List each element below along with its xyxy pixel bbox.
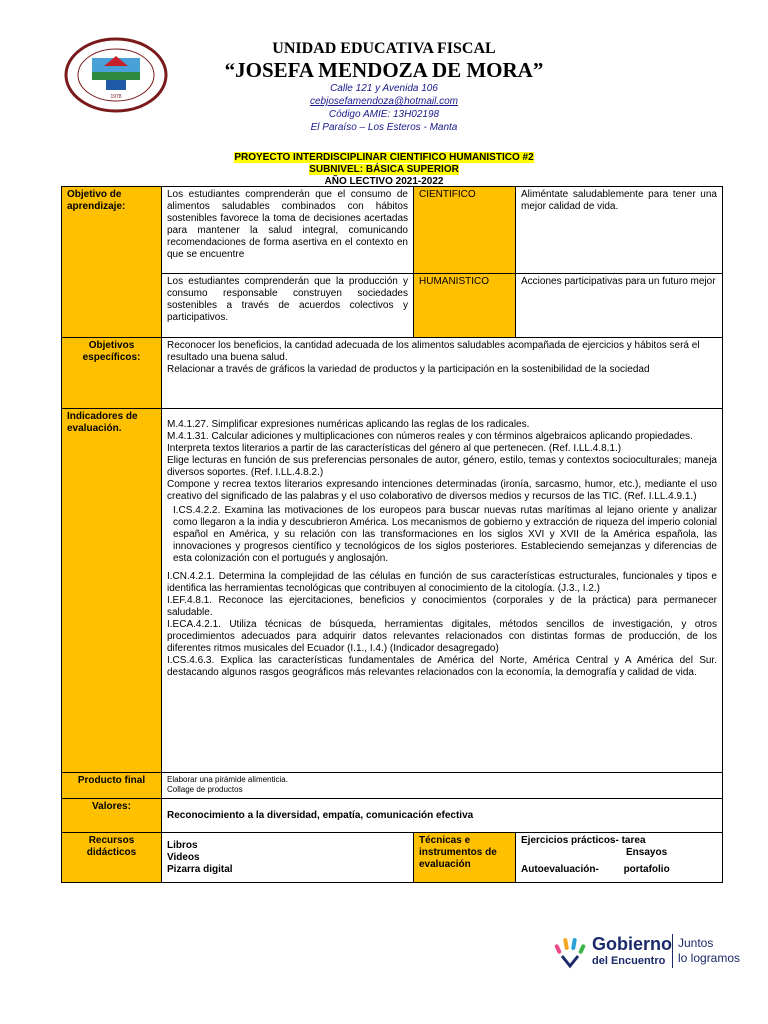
indicador-item: I.CS.4.2.2. Examina las motivaciones de los europeos para buscar nuevas rutas marítimas al lejano oriente y analizar como llegaron a la india y descubrieron América. Los mecanismos de gobierno y extracción de riqueza del imperio colonial español en América, y su relación con las transformaciones en los siglos XVI y XVII de la América española, las innovaciones y progresos científico y tecnológicos de los siglos posteriores. Estableciendo semejanzas y diferencias de esta colonización con el portugués y anglosajón. bbox=[173, 505, 717, 564]
slogan-line2: lo logramos bbox=[678, 951, 741, 965]
school-name-line2: “JOSEFA MENDOZA DE MORA” bbox=[224, 58, 544, 82]
indicador-item: Elige lecturas en función de sus preferencias personales de autor, género, estilo, temas y contextos socioculturales; maneja diversos soportes. (Ref. I.LL.4.8.2.) bbox=[167, 455, 717, 478]
school-name-line1: UNIDAD EDUCATIVA FISCAL bbox=[272, 40, 496, 57]
recursos-cell bbox=[162, 833, 414, 883]
especificos-item: Relacionar a través de gráficos la variedad de productos y la participación en la sostenibilidad de la sociedad bbox=[167, 364, 650, 375]
humanistico-tag: HUMANISTICO bbox=[414, 274, 516, 338]
indicador-item: M.4.1.31. Calcular adiciones y multiplicaciones con números reales y con términos algebraicos aplicando propiedades. bbox=[167, 431, 693, 442]
objetivo-humanistico-text: Los estudiantes comprenderán que la producción y consumo responsable construyen sociedades sostenibles a través de acuerdos colectivos y participativos. bbox=[162, 274, 414, 338]
indicador-item: I.EF.4.8.1. Reconoce las ejercitaciones, beneficios y conocimientos (corporales y de la práctica) para permanecer saludable. bbox=[167, 595, 717, 618]
humanistico-desc: Acciones participativas para un futuro mejor bbox=[516, 274, 723, 338]
recurso-item: Videos bbox=[167, 851, 200, 863]
recurso-item: Libros bbox=[167, 839, 198, 851]
tecnicas-line: Autoevaluación- portafolio bbox=[521, 864, 670, 875]
school-email-wrap bbox=[250, 95, 518, 108]
project-table bbox=[61, 186, 723, 883]
objetivo-cientifico-text: Los estudiantes comprenderán que el consumo de alimentos saludables combinados con hábitos sostenibles favorece la toma de decisiones acertadas para mantener la salud integral, comunicando recomendaciones de forma asertiva en el contexto en que se encuentre bbox=[162, 187, 414, 274]
gobierno-emblem-icon bbox=[550, 930, 590, 970]
indicador-item: Compone y recrea textos literarios expresando intenciones determinadas (ironía, sarcasmo, humor, etc.), mediante el uso creativo del significado de las palabras y el uso colaborativo de diversos medios y recursos de las TIC. (Ref. I.LL.4.9.1.) bbox=[167, 479, 717, 502]
slogan-line1: Juntos bbox=[678, 936, 714, 950]
table-row bbox=[62, 187, 723, 274]
school-seal-logo bbox=[64, 36, 168, 114]
especificos-cell bbox=[162, 338, 723, 409]
producto-label: Producto final bbox=[62, 773, 162, 799]
svg-text:1978: 1978 bbox=[110, 94, 122, 100]
cientifico-desc: Aliméntate saludablemente para tener una mejor calidad de vida. bbox=[516, 187, 723, 274]
project-subnivel: SUBNIVEL: BÁSICA SUPERIOR bbox=[309, 164, 459, 175]
gobierno-word1: Gobierno bbox=[592, 934, 672, 954]
table-row bbox=[62, 338, 723, 409]
producto-item: Elaborar una pirámide alimenticia. bbox=[167, 775, 288, 784]
indicadores-label: Indicadores de evaluación. bbox=[62, 409, 162, 773]
table-row bbox=[62, 833, 723, 883]
cientifico-tag: CIENTIFICO bbox=[414, 187, 516, 274]
valores-text: Reconocimiento a la diversidad, empatía, comunicación efectiva bbox=[162, 799, 723, 833]
objetivo-label: Objetivo de aprendizaje: bbox=[62, 187, 162, 338]
indicador-item: M.4.1.27. Simplificar expresiones numéricas aplicando las reglas de los radicales. bbox=[167, 419, 530, 430]
table-row bbox=[62, 409, 723, 773]
project-title: PROYECTO INTERDISCIPLINAR CIENTIFICO HUMANISTICO #2 bbox=[234, 152, 534, 163]
recursos-label: Recursos didácticos bbox=[62, 833, 162, 883]
gobierno-logo bbox=[550, 924, 750, 984]
recurso-item: Pizarra digital bbox=[167, 863, 233, 875]
project-year: AÑO LECTIVO 2021-2022 bbox=[324, 176, 444, 187]
indicador-item: I.CS.4.6.3. Explica las características fundamentales de América del Norte, América Central y A América del Sur. destacando algunos rasgos geográficos más relevantes relacionados con la economía, la demografía y calidad de vida. bbox=[167, 655, 717, 678]
school-amie-code: Código AMIE: 13H02198 bbox=[328, 109, 440, 120]
indicador-item: Interpreta textos literarios a partir de las características del género al que pertenecen. (Ref. I.LL.4.8.1.) bbox=[167, 443, 622, 454]
indicadores-cell bbox=[162, 409, 723, 773]
logo-divider bbox=[672, 934, 673, 968]
indicador-item: I.CN.4.2.1. Determina la complejidad de las células en función de sus características estructurales, funcionales y tipos e identifica las herramientas tecnológicas que contribuyen al conocimiento de la citología. (J.3., I.2.) bbox=[167, 571, 717, 594]
producto-item: Collage de productos bbox=[167, 785, 243, 794]
school-address: Calle 121 y Avenida 106 bbox=[330, 83, 438, 94]
tecnicas-line: Ejercicios prácticos- tarea bbox=[521, 835, 646, 846]
tecnicas-cell bbox=[516, 833, 723, 883]
table-row bbox=[62, 773, 723, 799]
tecnicas-label: Técnicas e instrumentos de evaluación bbox=[414, 833, 516, 883]
table-row bbox=[62, 274, 723, 338]
school-email-link[interactable]: cebjosefamendoza@hotmail.com bbox=[309, 96, 458, 107]
valores-label: Valores: bbox=[62, 799, 162, 833]
producto-cell bbox=[162, 773, 723, 799]
table-row bbox=[62, 799, 723, 833]
school-location: El Paraíso – Los Esteros - Manta bbox=[310, 122, 458, 133]
especificos-item: Reconocer los beneficios, la cantidad adecuada de los alimentos saludables acompañada de ejercicios y hábitos será el resultado una buena salud. bbox=[167, 340, 700, 363]
indicador-item: I.ECA.4.2.1. Utiliza técnicas de búsqueda, herramientas digitales, métodos sencillos de investigación, y otros procedimientos adecuados para adquirir datos relevantes relacionados con distintas formas de producción, de los diferentes ritmos musicales del Ecuador (I.1., I.4.) (Indicador desagregado) bbox=[167, 619, 717, 654]
gobierno-word2: del Encuentro bbox=[592, 955, 666, 967]
especificos-label: Objetivos específicos: bbox=[62, 338, 162, 409]
tecnicas-line: Ensayos bbox=[626, 847, 668, 858]
document-header bbox=[0, 0, 768, 140]
